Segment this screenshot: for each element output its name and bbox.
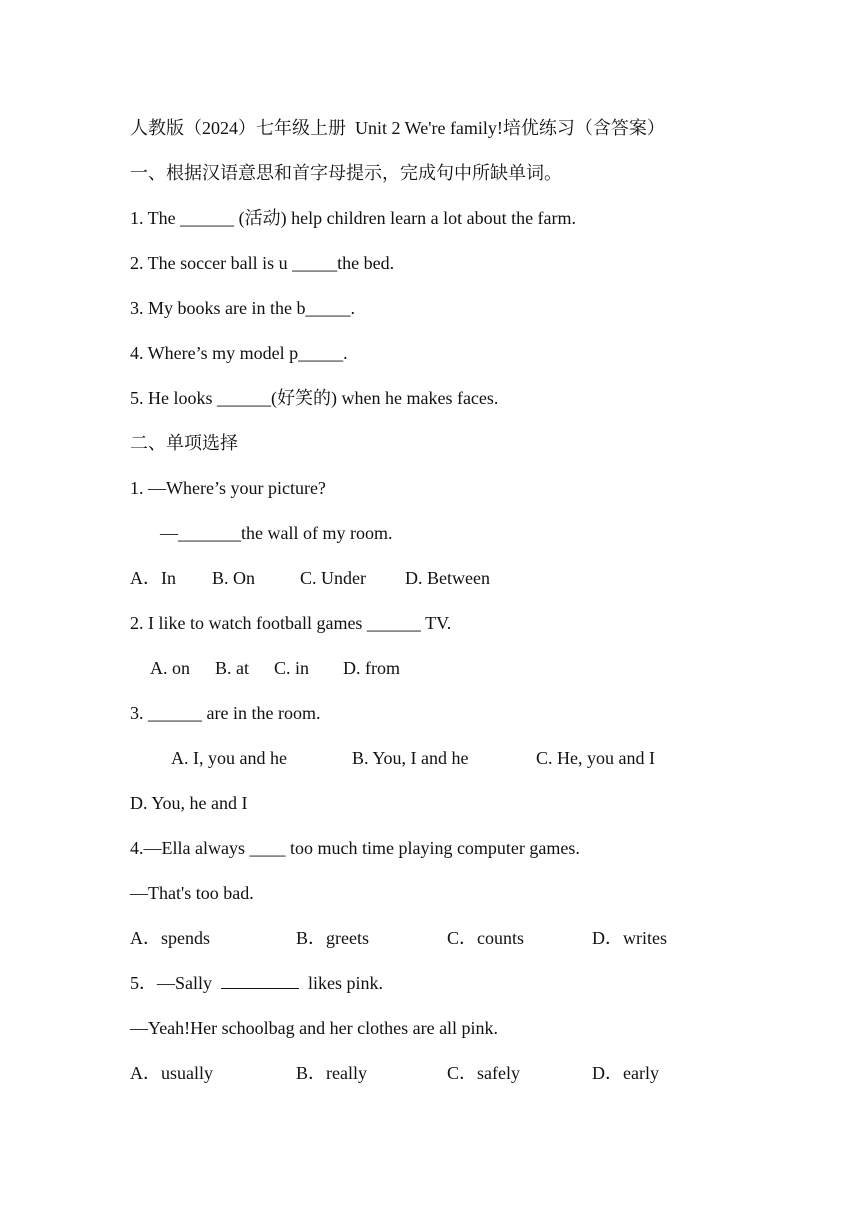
q3-stem: 3. ______ are in the room. <box>130 703 321 723</box>
fill-item-2: 2. The soccer ball is u _____the bed. <box>130 253 395 273</box>
q1-option-a: A．In <box>130 568 176 588</box>
fill-item-3: 3. My books are in the b_____. <box>130 298 355 318</box>
section2-heading: 二、单项选择 <box>130 433 238 453</box>
q3-option-c: C. He, you and I <box>536 748 655 768</box>
q4-stem: 4.—Ella always ____ too much time playing computer games. <box>130 838 580 858</box>
q3-option-b: B. You, I and he <box>352 748 469 768</box>
fill-item-1: 1. The ______ (活动) help children learn a lot about the farm. <box>130 208 577 228</box>
q3-option-d: D. You, he and I <box>130 793 248 813</box>
q5-option-d: D．early <box>592 1063 659 1083</box>
q2-option-d: D. from <box>343 658 400 678</box>
q1-option-d: D. Between <box>405 568 490 588</box>
fill-item-5: 5. He looks ______(好笑的) when he makes faces. <box>130 388 499 408</box>
q2-option-c: C. in <box>274 658 310 678</box>
q5-stem-before: 5．—Sally <box>130 973 213 993</box>
q5-option-a: A．usually <box>130 1063 213 1083</box>
q5-option-b: B．really <box>296 1063 367 1083</box>
q5-blank <box>221 974 299 989</box>
q5-option-c: C．safely <box>447 1063 520 1083</box>
fill-item-4: 4. Where’s my model p_____. <box>130 343 348 363</box>
q1-option-b: B. On <box>212 568 256 588</box>
q5-reply: —Yeah!Her schoolbag and her clothes are all pink. <box>130 1018 499 1038</box>
q2-stem: 2. I like to watch football games ______ TV. <box>130 613 452 633</box>
document-title: 人教版（2024）七年级上册 Unit 2 We're family!培优练习（含答案） <box>130 118 665 138</box>
q4-option-c: C．counts <box>447 928 525 948</box>
q1-option-c: C. Under <box>300 568 366 588</box>
q4-option-d: D．writes <box>592 928 667 948</box>
q2-option-b: B. at <box>215 658 249 678</box>
q5-stem <box>130 971 383 995</box>
q4-option-b: B．greets <box>296 928 369 948</box>
q4-reply: —That's too bad. <box>130 883 254 903</box>
q1-stem: 1. —Where’s your picture? <box>130 478 326 498</box>
q2-option-a: A. on <box>150 658 190 678</box>
section1-heading: 一、根据汉语意思和首字母提示，完成句中所缺单词。 <box>130 163 562 183</box>
q1-reply: —_______the wall of my room. <box>160 523 393 543</box>
q4-option-a: A．spends <box>130 928 210 948</box>
q3-option-a: A. I, you and he <box>171 748 287 768</box>
q5-stem-after: likes pink. <box>308 973 384 993</box>
